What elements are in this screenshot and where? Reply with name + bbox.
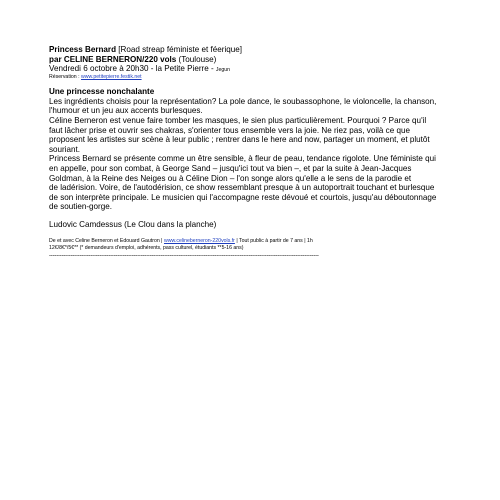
credits-audience: | Tout public à partir de 7 ans | 1h <box>234 237 313 244</box>
paragraph-line: de son interprète principale. Le musicien qui l'accompagne reste dévoué et courtois, jusqu'au déboutonnage <box>49 192 437 202</box>
paragraph-line: l'humour et un jeu aux accents burlesques. <box>49 106 203 116</box>
paragraph-line: en appelle, pour son combat, à George Sand – jusqu'ici tout va bien –, et par la suite à Jean-Jacques <box>49 163 412 173</box>
credits-link[interactable]: www.celineberneron-220vols.fr <box>163 237 235 244</box>
paragraph-line: proposent les artistes sur scène à leur public ; rentrer dans le here and now, partager un moment, et plutôt <box>49 135 430 145</box>
event-title-genre: [Road streap féministe et féerique] <box>116 45 243 54</box>
event-title-name: Princess Bernard <box>49 45 117 54</box>
event-city: (Toulouse) <box>176 54 217 64</box>
paragraph-line: souriant. <box>49 144 81 154</box>
event-listing <box>49 45 461 260</box>
event-date: Vendredi 6 octobre à 20h30 - la Petite Pierre - <box>49 64 216 74</box>
separator-line: ------------------------------------------------------------------------------------------------------------------------------------------------------ <box>49 252 319 259</box>
article-paragraph-3 <box>49 154 461 212</box>
event-byline <box>49 55 461 65</box>
paragraph-line: de ladérision. Voire, de l'autodérision, ce show ressemblant presque à un autoportrait touchant et burlesque <box>49 183 435 193</box>
reservation-link[interactable]: www.petitepierre.festik.net <box>81 74 142 81</box>
paragraph-line: Céline Berneron est venue faire tomber les masques, le sien plus particulièrement. Pourquoi ? Parce qu'il <box>49 115 427 125</box>
event-title <box>49 45 461 55</box>
paragraph-line: Les ingrédients choisis pour la représentation? La pole dance, le soubassophone, le violoncelle, la chanson, <box>49 96 437 106</box>
prices-line: 12€/8€*/5€** (* demandeurs d'emploi, adhérents, pass culturel, étudiants **5-16 ans) <box>49 244 244 251</box>
article-paragraph-1 <box>49 97 461 116</box>
paragraph-line: Goldman, à la Reine des Neiges ou à Céline Dion – l'on songe alors qu'elle a le sens de la parodie et <box>49 173 412 183</box>
paragraph-line: Princess Bernard se présente comme un être sensible, à fleur de peau, tendance rigolote. Une féministe qui <box>49 154 436 164</box>
article-signature: Ludovic Camdessus (Le Clou dans la planche) <box>49 219 217 229</box>
paragraph-line: faut lâcher prise et ouvrir ses chakras, s'orienter tous ensemble vers la joie. Ne riez pas, voilà ce que <box>49 125 410 135</box>
reservation-label: Réservation : <box>49 74 82 81</box>
reservation-line <box>49 74 461 81</box>
credits-text: De et avec Celine Berneron et Edouard Gautron | <box>49 237 164 244</box>
event-place: Jegun <box>215 67 231 74</box>
credits-line <box>49 238 461 245</box>
paragraph-line: de soutien-gorge. <box>49 202 112 212</box>
article-heading: Une princesse nonchalante <box>49 87 155 97</box>
event-company: par CELINE BERNERON/220 vols <box>49 54 177 64</box>
article-paragraph-2 <box>49 116 461 154</box>
event-date-line <box>49 64 461 74</box>
